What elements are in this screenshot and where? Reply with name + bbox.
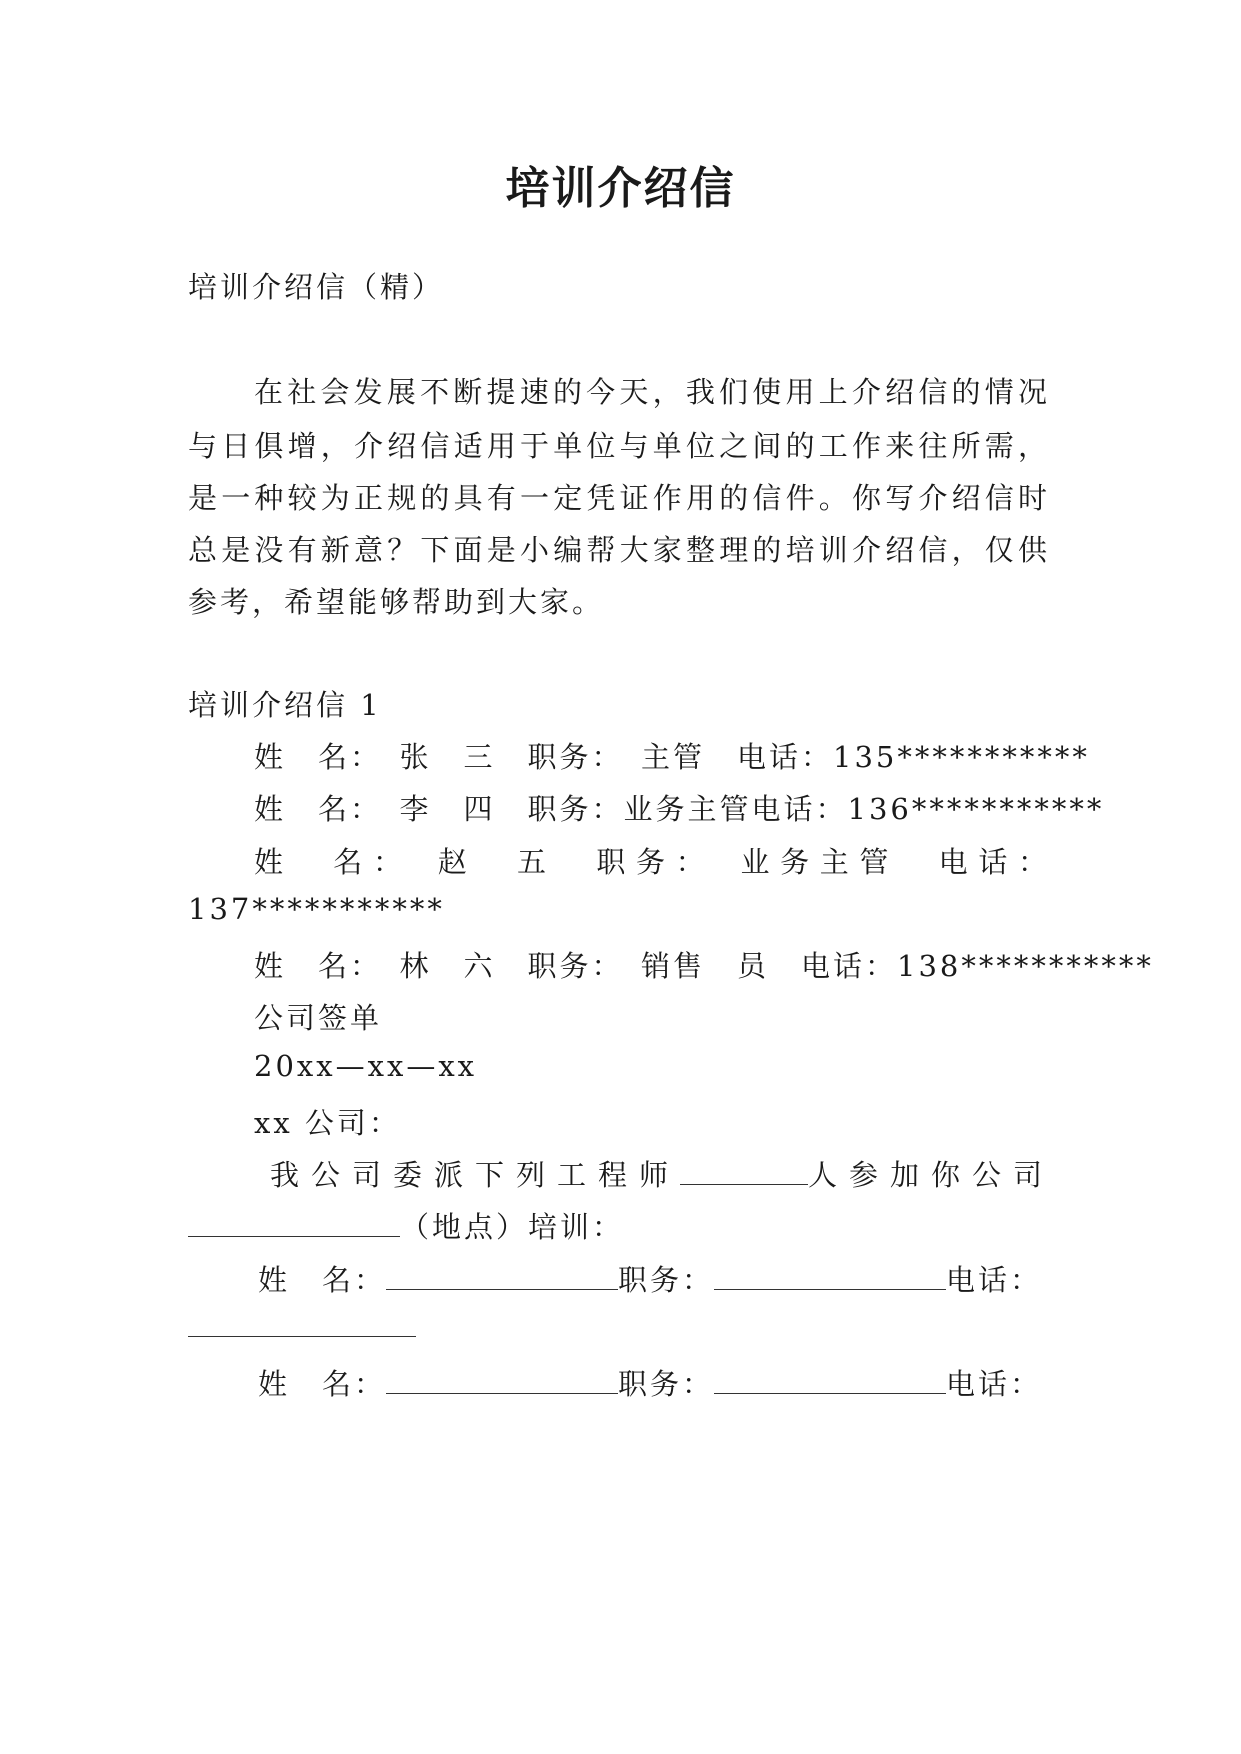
location-blank: [188, 1210, 400, 1237]
intro-line-3: 是一种较为正规的具有一定凭证作用的信件。你写介绍信时: [188, 481, 1050, 515]
company-sign: 公司签单: [254, 1001, 383, 1035]
form-row-1: [258, 1258, 1042, 1299]
staff-row-4: 姓 名： 林 六 职务： 销售 员 电话：138***********: [254, 949, 1154, 983]
body-line-1: [270, 1153, 1054, 1194]
staff-row-3: 姓 名： 赵 五 职务： 业务主管 电话：: [254, 845, 1050, 879]
form-row-2-name-label: 姓 名：: [258, 1367, 387, 1401]
body-line-1-start: 我公司委派下列工程师: [270, 1158, 681, 1192]
form-row-1-phone-label: 电话：: [946, 1263, 1043, 1297]
form-row-1-phone-blank: [188, 1310, 416, 1337]
form-row-1-title-blank: [714, 1263, 946, 1290]
form-row-2: [258, 1362, 1042, 1403]
form-row-1-name-blank: [386, 1263, 618, 1290]
engineer-count-blank: [680, 1158, 808, 1185]
document-title: 培训介绍信: [505, 163, 736, 214]
intro-line-4: 总是没有新意？下面是小编帮大家整理的培训介绍信，仅供: [188, 533, 1050, 567]
body-line-1-end: 人参加你公司: [808, 1158, 1055, 1192]
date: 20xx—xx—xx: [254, 1049, 478, 1083]
intro-line-2: 与日俱增，介绍信适用于单位与单位之间的工作来往所需，: [188, 429, 1050, 463]
staff-row-1: 姓 名： 张 三 职务： 主管 电话：135***********: [254, 740, 1090, 774]
form-row-1-phone-line: [188, 1310, 416, 1344]
staff-row-3-phone: 137***********: [188, 892, 445, 926]
addressee: xx 公司：: [254, 1106, 401, 1140]
body-line-2-text: （地点）培训：: [400, 1210, 625, 1244]
section-heading: 培训介绍信 1: [188, 688, 382, 722]
form-row-2-phone-label: 电话：: [946, 1367, 1043, 1401]
form-row-2-name-blank: [386, 1367, 618, 1394]
subtitle: 培训介绍信（精）: [188, 270, 445, 304]
form-row-1-title-label: 职务：: [618, 1263, 715, 1297]
staff-row-2: 姓 名： 李 四 职务：业务主管电话：136***********: [254, 792, 1105, 826]
body-line-2: [188, 1205, 624, 1246]
intro-line-1: 在社会发展不断提速的今天，我们使用上介绍信的情况: [254, 375, 1050, 409]
form-row-1-name-label: 姓 名：: [258, 1263, 387, 1297]
form-row-2-title-blank: [714, 1367, 946, 1394]
form-row-2-title-label: 职务：: [618, 1367, 715, 1401]
intro-line-5: 参考，希望能够帮助到大家。: [188, 585, 605, 619]
